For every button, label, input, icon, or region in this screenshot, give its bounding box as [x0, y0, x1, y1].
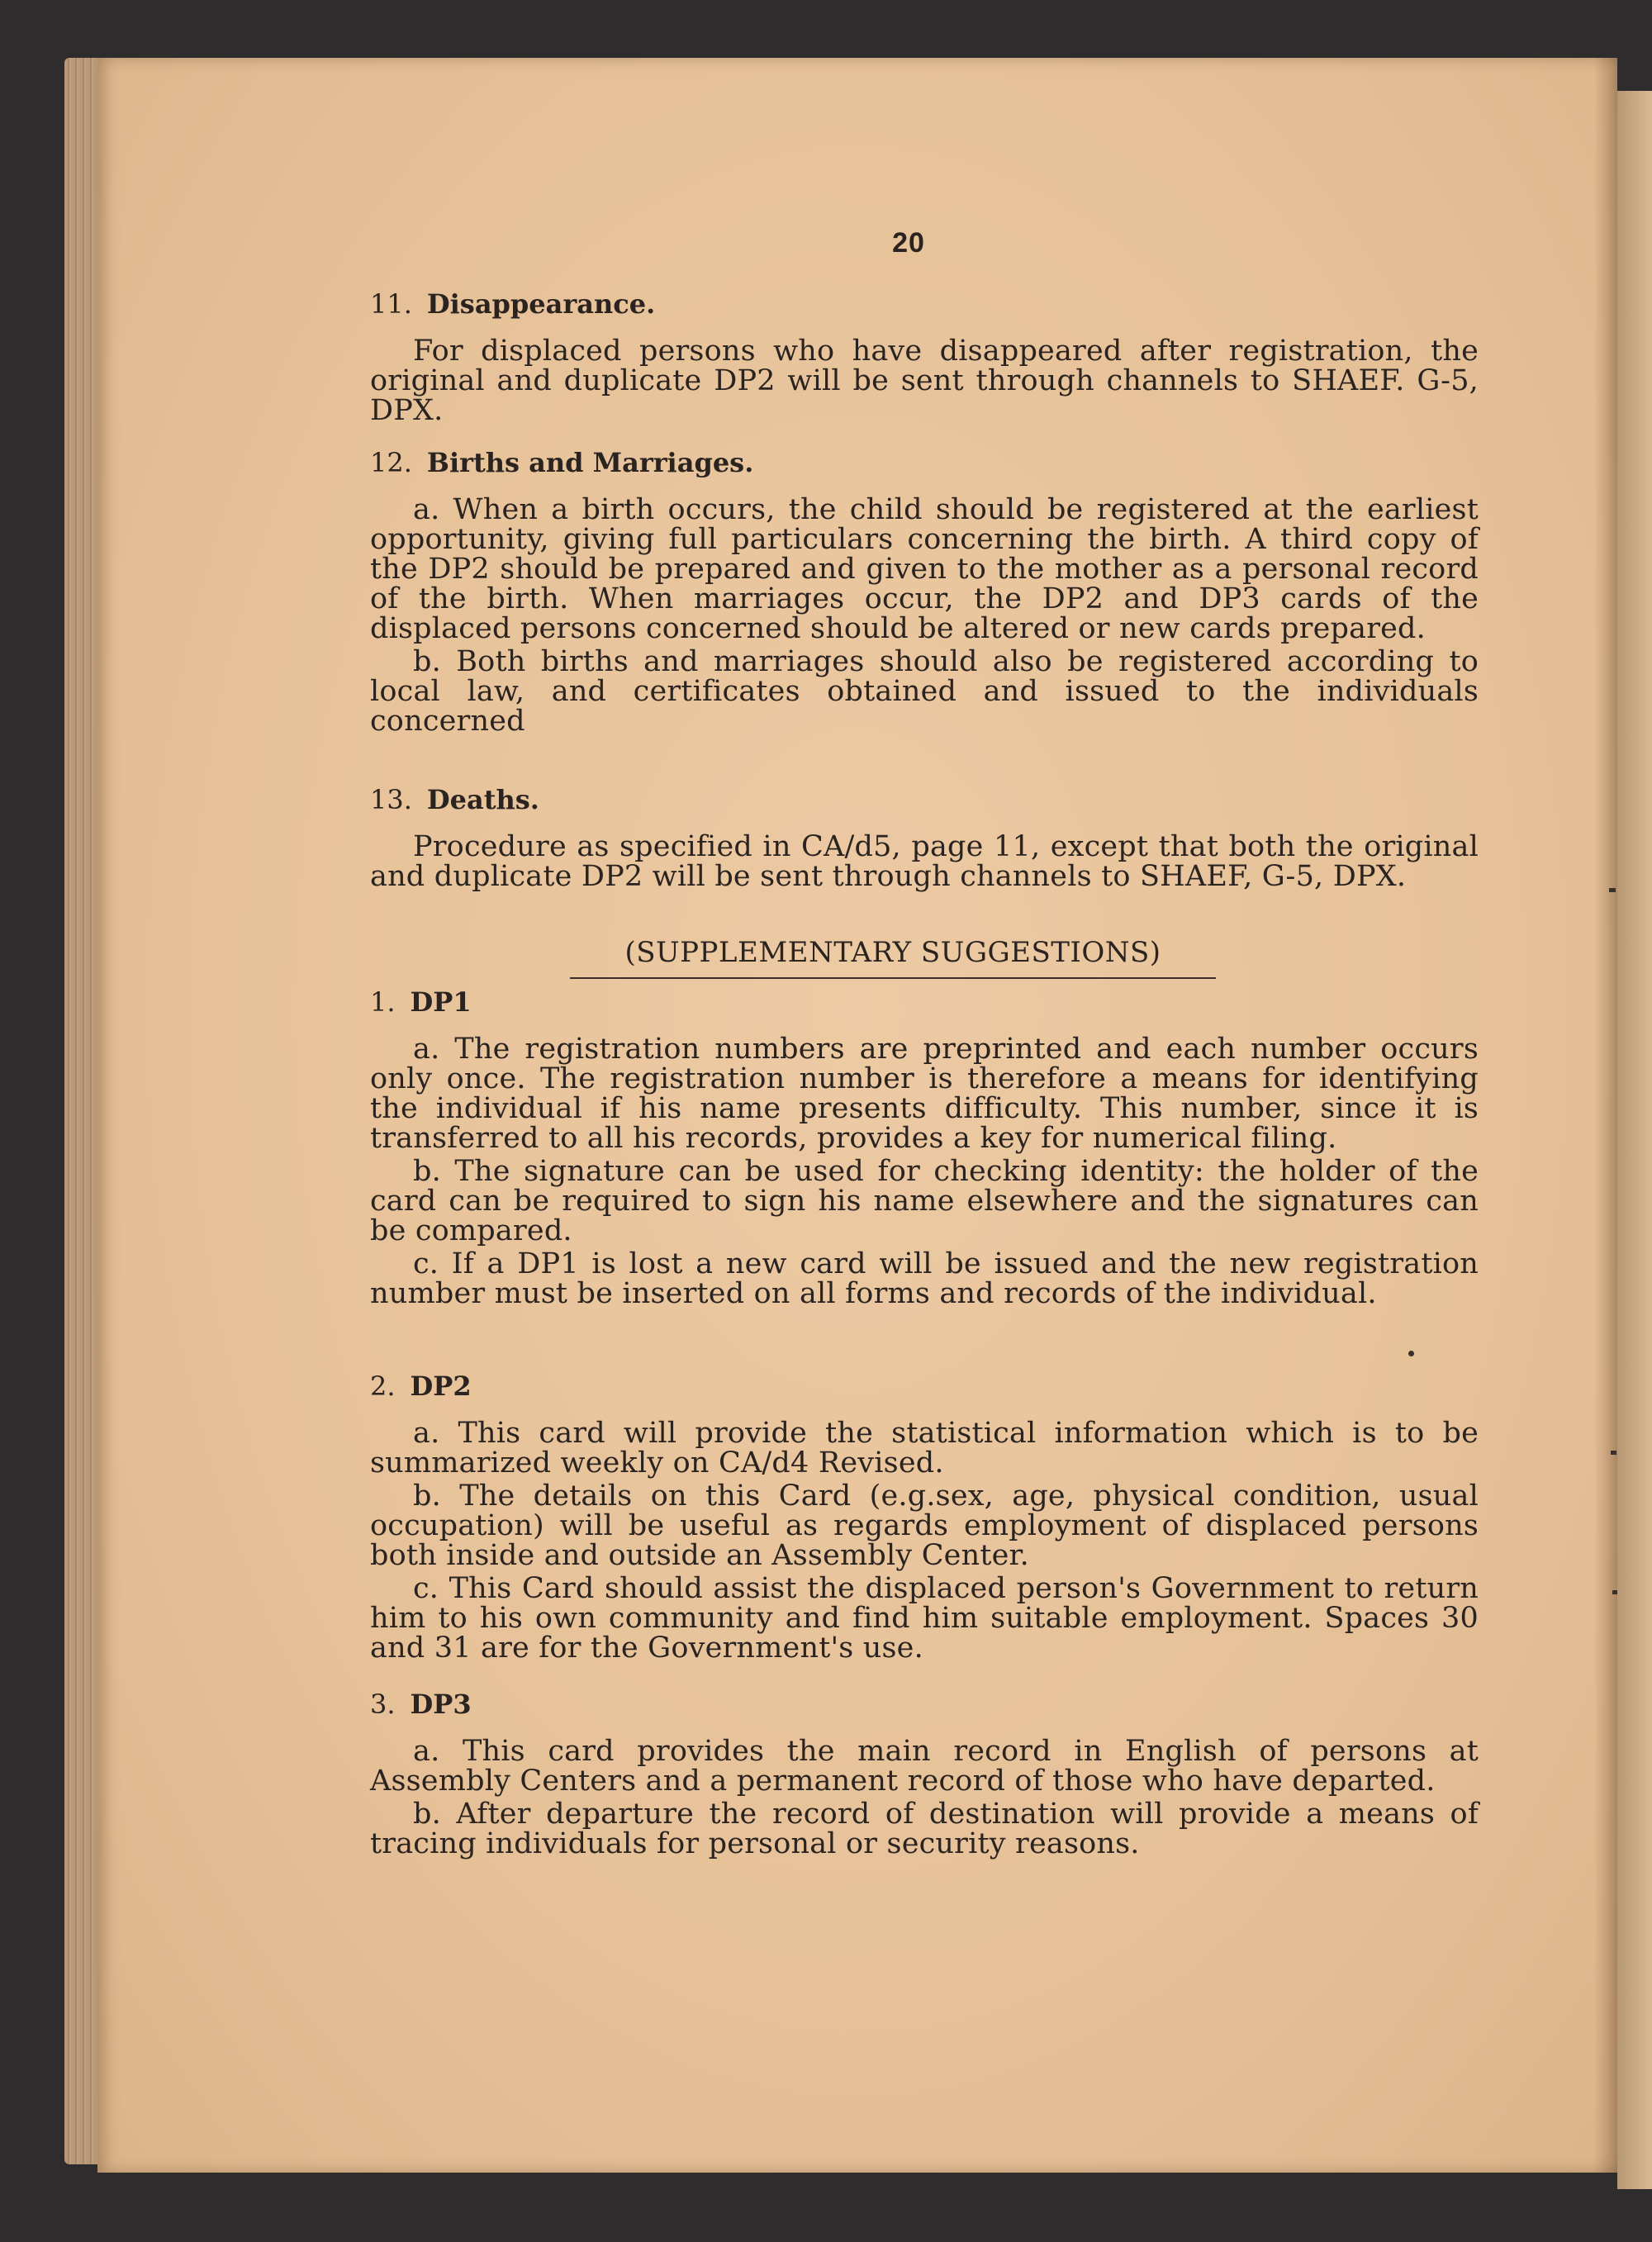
- paragraph: b. After departure the record of destination will provide a means of tracing individuals for personal or security reasons.: [370, 1797, 1479, 1860]
- paragraph: b. Both births and marriages should also be registered according to local law, and certificates obtained and issued to the individuals concerned: [370, 644, 1479, 738]
- margin-mark: [1609, 888, 1616, 892]
- section-title: DP1: [410, 986, 472, 1018]
- section-number: 1.: [370, 986, 396, 1018]
- section-heading: [370, 785, 1479, 815]
- supplementary-title: (SUPPLEMENTARY SUGGESTIONS): [570, 936, 1216, 979]
- supplementary-dp1: [370, 987, 1479, 1312]
- section-heading: [370, 289, 1479, 320]
- section-number: 13.: [370, 784, 412, 815]
- paragraph: a. This card will provide the statistical information which is to be summarized weekly on CA/d4 Revised.: [370, 1416, 1479, 1480]
- paragraph: a. When a birth occurs, the child should be registered at the earliest opportunity, giving full particulars concerning the birth. A third copy of the DP2 should be prepared and given to the mother as a personal record of the birth. When marriages occur, the DP2 and DP3 cards of the displaced persons concerned should be altered or new cards prepared.: [370, 492, 1479, 645]
- section-heading: [370, 1371, 1479, 1402]
- section-deaths: [370, 785, 1479, 895]
- section-heading: [370, 448, 1479, 478]
- section-title: DP2: [410, 1370, 472, 1402]
- margin-mark: [1611, 1451, 1616, 1455]
- paragraph: b. The signature can be used for checking identity: the holder of the card can be required to sign his name elsewhere and the signatures can be compared.: [370, 1154, 1479, 1247]
- section-number: 12.: [370, 447, 412, 478]
- section-disappearance: [370, 289, 1479, 429]
- section-title: Births and Marriages.: [426, 447, 754, 478]
- supplementary-dp2: [370, 1371, 1479, 1666]
- section-heading: [370, 987, 1479, 1018]
- section-title: DP3: [410, 1689, 472, 1720]
- paragraph: For displaced persons who have disappeared after registration, the original and duplicate DP2 will be sent through channels to SHAEF. G-5, DPX.: [370, 334, 1479, 427]
- section-number: 3.: [370, 1689, 396, 1720]
- paragraph: a. The registration numbers are preprinted and each number occurs only once. The registration number is therefore a means for identifying the individual if his name presents difficulty. This number, since it is transferred to all his records, provides a key for numerical filing.: [370, 1032, 1479, 1155]
- section-births-marriages: [370, 448, 1479, 739]
- paragraph: c. If a DP1 is lost a new card will be issued and the new registration number must be inserted on all forms and records of the individual.: [370, 1247, 1479, 1310]
- paragraph: b. The details on this Card (e.g.sex, age, physical condition, usual occupation) will be useful as regards employment of displaced persons both inside and outside an Assembly Center.: [370, 1479, 1479, 1572]
- section-number: 11.: [370, 288, 412, 320]
- section-title: Deaths.: [426, 784, 539, 815]
- paragraph: a. This card provides the main record in English of persons at Assembly Centers and a permanent record of those who have departed.: [370, 1734, 1479, 1798]
- section-heading: [370, 1689, 1479, 1720]
- paragraph: Procedure as specified in CA/d5, page 11, except that both the original and duplicate DP2 will be sent through channels to SHAEF, G-5, DPX.: [370, 829, 1479, 893]
- print-speck: [1408, 1351, 1414, 1356]
- paragraph: c. This Card should assist the displaced person's Government to return him to his own community and find him suitable employment. Spaces 30 and 31 are for the Government's use.: [370, 1571, 1479, 1665]
- section-title: Disappearance.: [426, 288, 656, 320]
- supplementary-dp3: [370, 1689, 1479, 1862]
- section-number: 2.: [370, 1370, 396, 1402]
- page-number: 20: [892, 227, 925, 259]
- margin-mark: [1612, 1590, 1617, 1594]
